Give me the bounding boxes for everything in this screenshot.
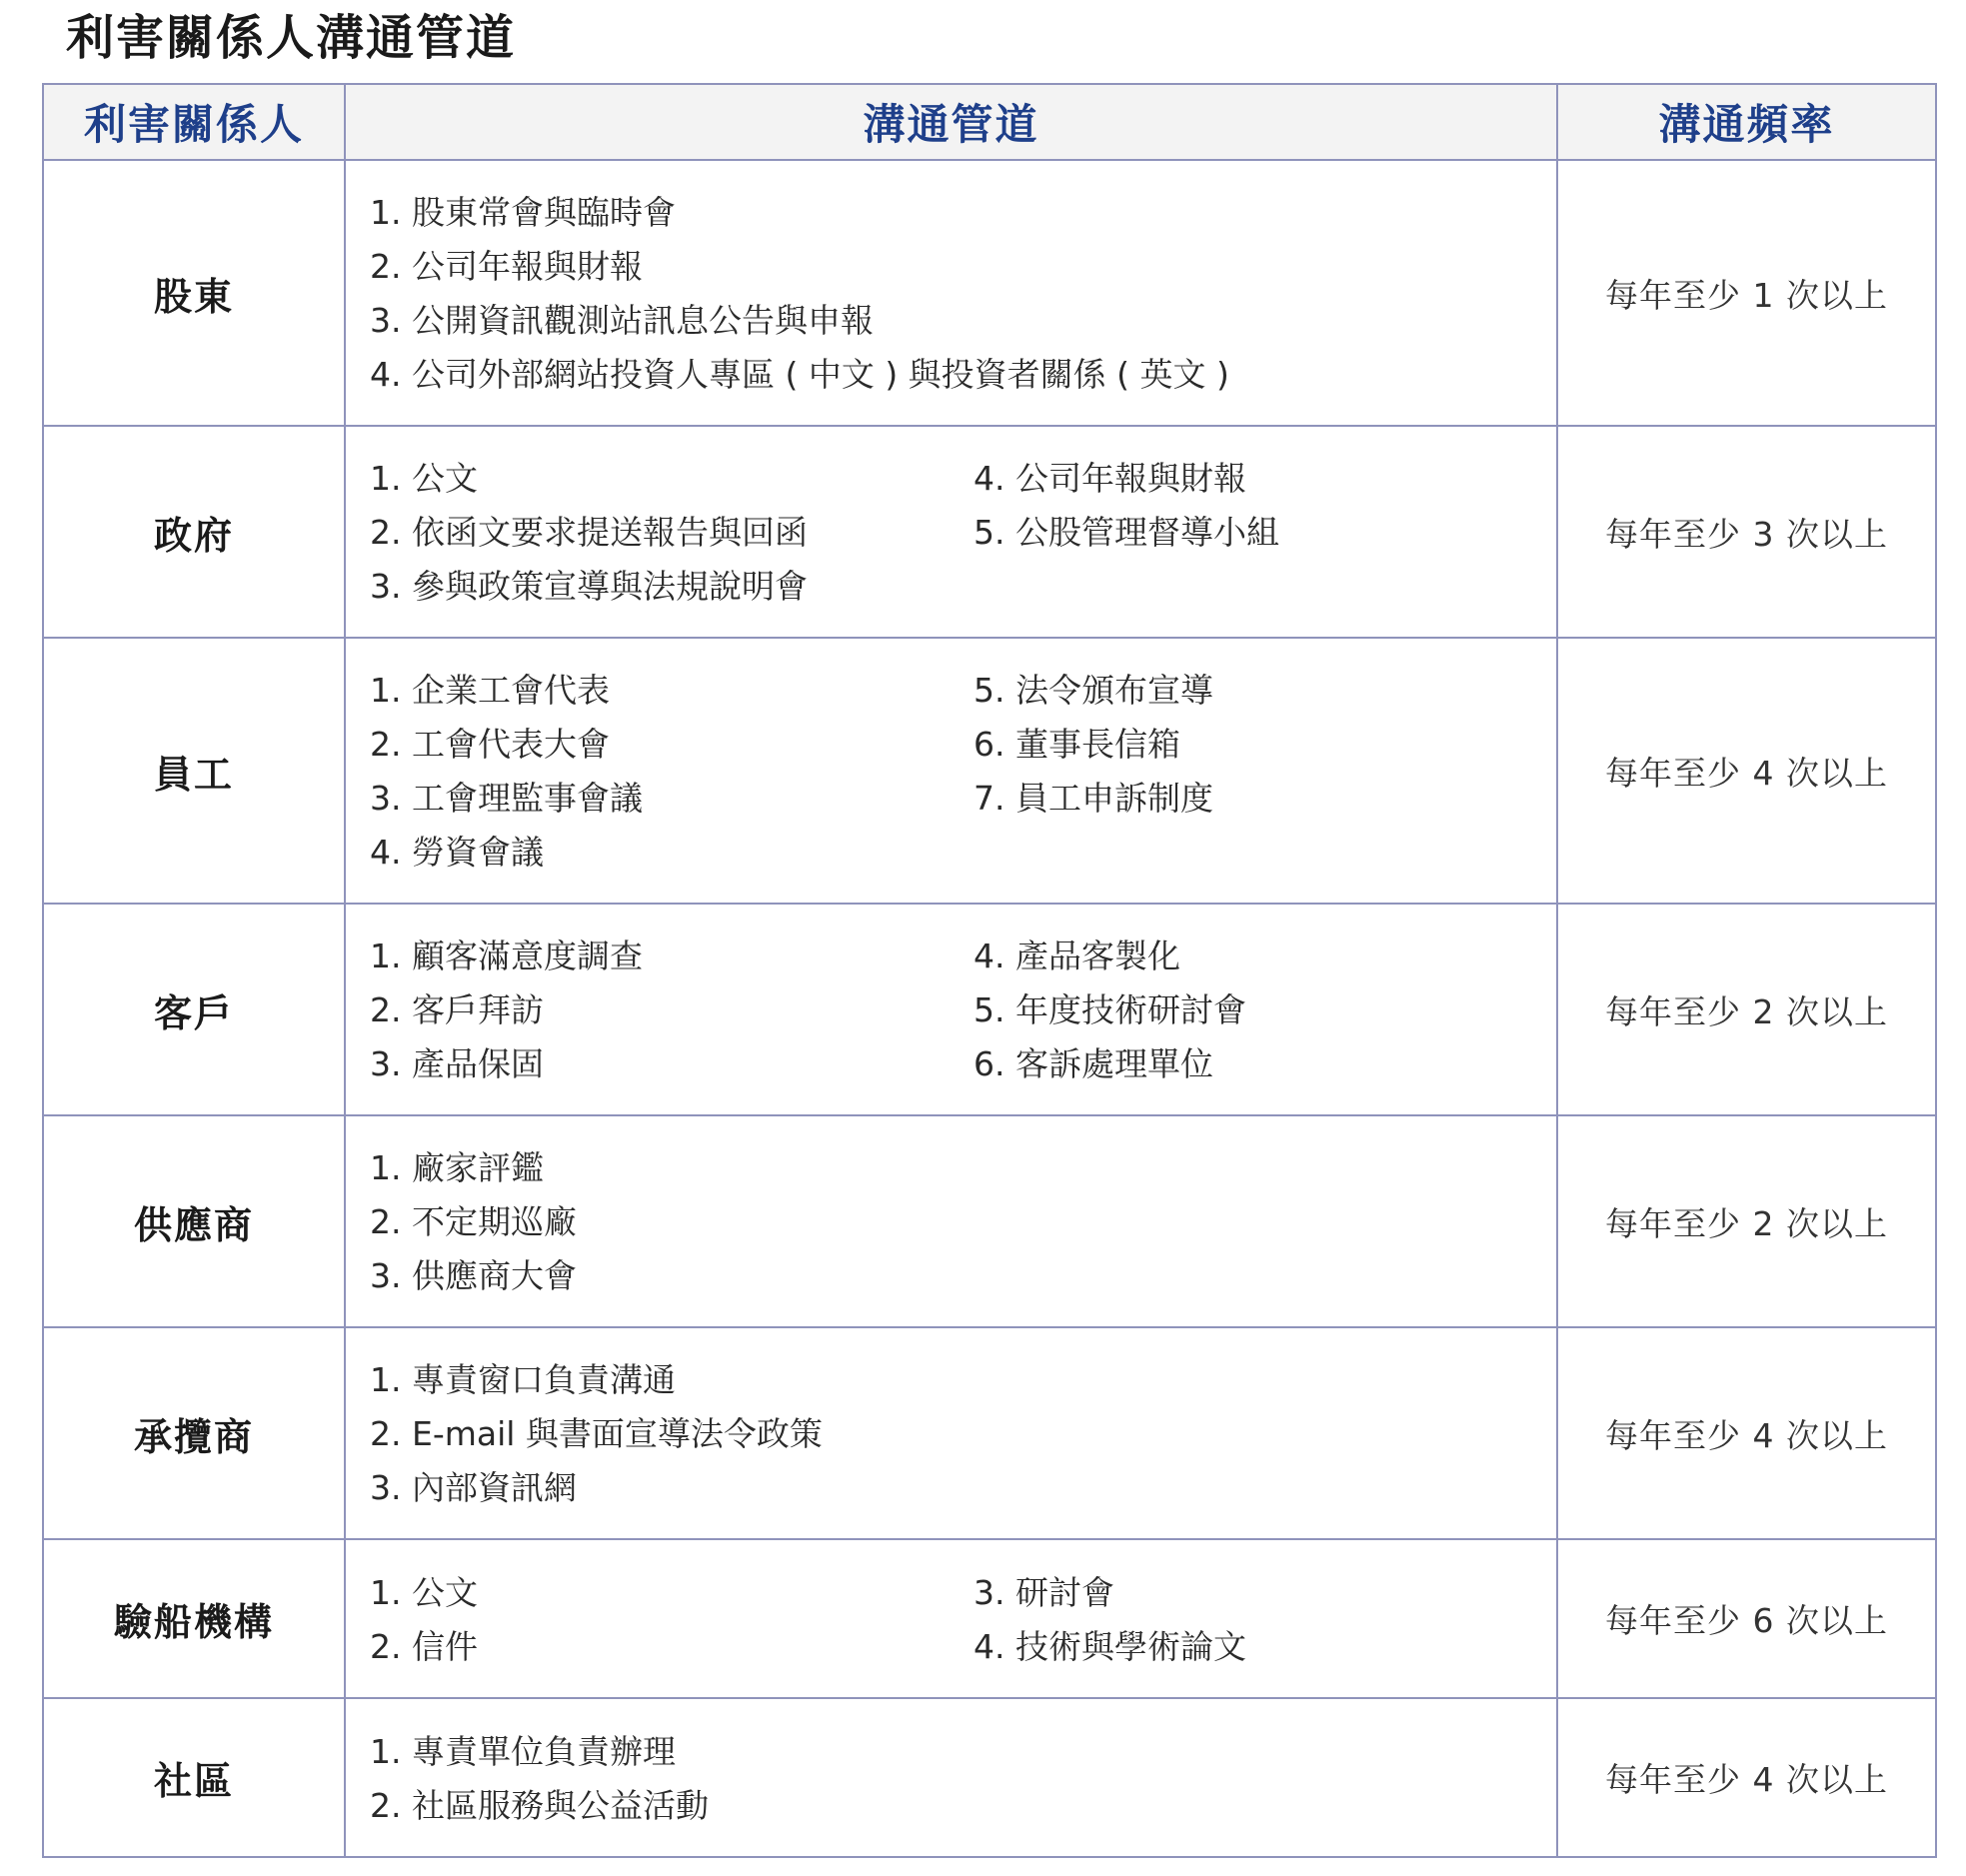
channel-item: 6. 董事長信箱: [974, 725, 1180, 764]
channel-list: [370, 1725, 1532, 1833]
stakeholder-cell: 社區: [43, 1698, 345, 1857]
stakeholder-cell: 供應商: [43, 1115, 345, 1327]
channel-item: 5. 公股管理督導小組: [974, 513, 1279, 552]
stakeholder-table: [42, 83, 1937, 1858]
channel-cell: [345, 638, 1557, 904]
channel-item: 3. 內部資訊網: [370, 1468, 577, 1507]
header-frequency: 溝通頻率: [1557, 84, 1936, 160]
channel-list: [370, 186, 1532, 402]
frequency-cell: 每年至少 1 次以上: [1557, 160, 1936, 426]
channel-column: [974, 930, 1532, 1091]
table-row: [43, 1698, 1936, 1857]
table-row: [43, 426, 1936, 638]
channel-column: [974, 186, 1532, 402]
stakeholder-cell: 股東: [43, 160, 345, 426]
channel-item: 3. 參與政策宣導與法規說明會: [370, 567, 808, 606]
channel-list: [370, 452, 1532, 614]
channel-item: 2. 信件: [370, 1626, 478, 1666]
channel-column: [370, 664, 974, 880]
channel-column: [370, 186, 1229, 402]
channel-cell: [345, 426, 1557, 638]
channel-column: [370, 1566, 974, 1674]
channel-item: 1. 顧客滿意度調查: [370, 937, 643, 975]
channel-item: 1. 企業工會代表: [370, 671, 610, 710]
channel-item: 2. 不定期巡廠: [370, 1202, 577, 1241]
channel-item: 1. 公文: [370, 1572, 478, 1612]
channel-item: 7. 員工申訴制度: [974, 779, 1213, 818]
channel-column: [974, 1353, 1532, 1515]
table-row: [43, 638, 1936, 904]
channel-item: 4. 公司年報與財報: [974, 459, 1246, 498]
table-row: [43, 1327, 1936, 1539]
channel-column: [370, 930, 974, 1091]
table-header-row: [43, 84, 1936, 160]
channel-list: [370, 1353, 1532, 1515]
channel-cell: [345, 904, 1557, 1115]
channel-cell: [345, 1698, 1557, 1857]
channel-column: [370, 1141, 974, 1303]
channel-item: 5. 年度技術研討會: [974, 990, 1246, 1029]
channel-item: 6. 客訴處理單位: [974, 1044, 1213, 1083]
channel-item: 4. 公司外部網站投資人專區 ( 中文 ) 與投資者關係 ( 英文 ): [370, 355, 1229, 394]
channel-column: [370, 1725, 974, 1833]
channel-item: 4. 技術與學術論文: [974, 1626, 1246, 1666]
page-title: 利害關係人溝通管道: [66, 10, 517, 66]
channel-item: 3. 供應商大會: [370, 1256, 577, 1295]
stakeholder-cell: 員工: [43, 638, 345, 904]
frequency-cell: 每年至少 2 次以上: [1557, 1115, 1936, 1327]
channel-column: [974, 1566, 1532, 1674]
frequency-cell: 每年至少 6 次以上: [1557, 1539, 1936, 1698]
table-row: [43, 1115, 1936, 1327]
channel-list: [370, 1141, 1532, 1303]
channel-item: 4. 產品客製化: [974, 937, 1180, 975]
table-row: [43, 160, 1936, 426]
channel-column: [974, 664, 1532, 880]
channel-item: 2. 公司年報與財報: [370, 247, 643, 286]
channel-column: [370, 1353, 974, 1515]
channel-column: [974, 452, 1532, 614]
channel-item: 1. 公文: [370, 459, 478, 498]
channel-item: 2. 社區服務與公益活動: [370, 1785, 709, 1825]
frequency-cell: 每年至少 4 次以上: [1557, 638, 1936, 904]
channel-list: [370, 930, 1532, 1091]
channel-item: 1. 股東常會與臨時會: [370, 193, 676, 232]
channel-column: [974, 1725, 1532, 1833]
channel-item: 2. 客戶拜訪: [370, 990, 544, 1029]
channel-item: 4. 勞資會議: [370, 833, 544, 872]
channel-item: 2. E-mail 與書面宣導法令政策: [370, 1414, 823, 1453]
channel-item: 1. 專責單位負責辦理: [370, 1731, 676, 1771]
channel-item: 3. 公開資訊觀測站訊息公告與申報: [370, 301, 874, 340]
channel-item: 5. 法令頒布宣導: [974, 671, 1213, 710]
channel-item: 1. 專責窗口負責溝通: [370, 1360, 676, 1399]
frequency-cell: 每年至少 3 次以上: [1557, 426, 1936, 638]
channel-item: 3. 產品保固: [370, 1044, 544, 1083]
channel-cell: [345, 1115, 1557, 1327]
header-stakeholder: 利害關係人: [43, 84, 345, 160]
channel-column: [370, 452, 974, 614]
channel-column: [974, 1141, 1532, 1303]
channel-item: 3. 研討會: [974, 1572, 1114, 1612]
stakeholder-cell: 承攬商: [43, 1327, 345, 1539]
channel-item: 2. 依函文要求提送報告與回函: [370, 513, 808, 552]
channel-item: 2. 工會代表大會: [370, 725, 610, 764]
stakeholder-cell: 客戶: [43, 904, 345, 1115]
header-channel: 溝通管道: [345, 84, 1557, 160]
frequency-cell: 每年至少 2 次以上: [1557, 904, 1936, 1115]
channel-list: [370, 1566, 1532, 1674]
channel-item: 3. 工會理監事會議: [370, 779, 643, 818]
stakeholder-cell: 政府: [43, 426, 345, 638]
channel-item: 1. 廠家評鑑: [370, 1148, 544, 1187]
frequency-cell: 每年至少 4 次以上: [1557, 1327, 1936, 1539]
channel-cell: [345, 160, 1557, 426]
table-row: [43, 904, 1936, 1115]
table-row: [43, 1539, 1936, 1698]
frequency-cell: 每年至少 4 次以上: [1557, 1698, 1936, 1857]
stakeholder-cell: 驗船機構: [43, 1539, 345, 1698]
channel-list: [370, 664, 1532, 880]
channel-cell: [345, 1327, 1557, 1539]
channel-cell: [345, 1539, 1557, 1698]
